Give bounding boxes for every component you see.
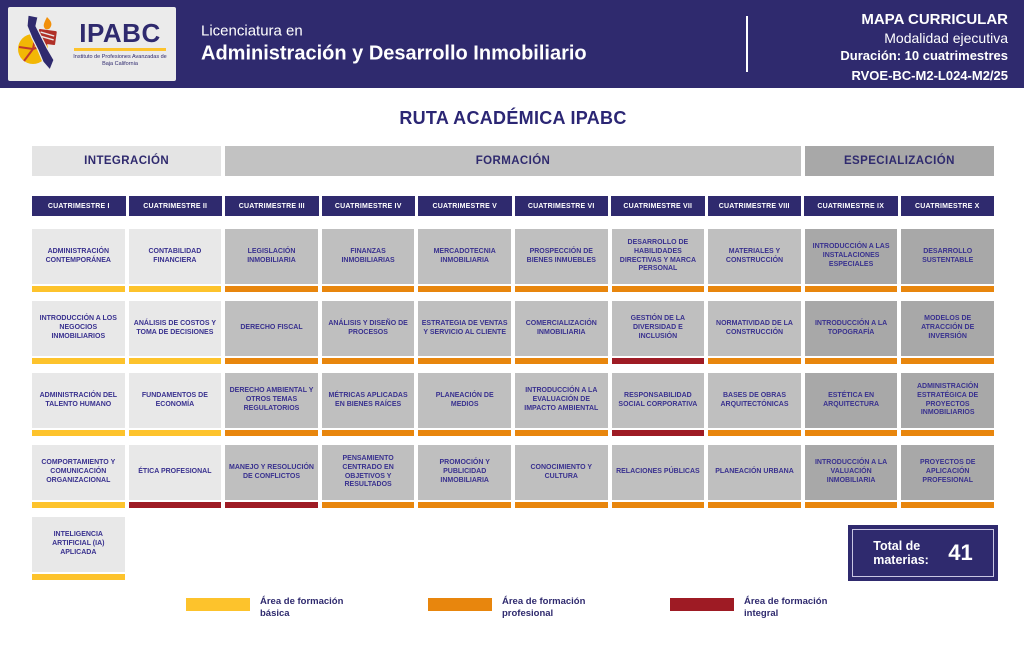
course-cell: [225, 229, 318, 292]
course-card: FUNDAMENTOS DE ECONOMÍA: [129, 373, 222, 428]
total-subjects-value: 41: [948, 540, 973, 565]
area-bar-profesional: [515, 286, 608, 292]
course-card: DESARROLLO SUSTENTABLE: [901, 229, 994, 284]
rvoe-code: RVOE-BC-M2-L024-M2/25: [851, 67, 1008, 83]
course-card: CONOCIMIENTO Y CULTURA: [515, 445, 608, 500]
course-cell: [901, 229, 994, 292]
empty-cell: [322, 517, 415, 580]
course-card: NORMATIVIDAD DE LA CONSTRUCCIÓN: [708, 301, 801, 356]
legend-label-basica: Área de formación básica: [260, 596, 344, 619]
ipabc-logo: [8, 7, 176, 81]
course-card: MERCADOTECNIA INMOBILIARIA: [418, 229, 511, 284]
ipabc-logo-icon: [14, 14, 66, 74]
course-card: GESTIÓN DE LA DIVERSIDAD E INCLUSIÓN: [612, 301, 705, 356]
area-bar-profesional: [708, 286, 801, 292]
legend-swatch-basica: [186, 598, 250, 611]
curriculum-content: [32, 108, 994, 620]
area-bar-profesional: [322, 430, 415, 436]
course-cell: [32, 301, 125, 364]
course-card: ANÁLISIS DE COSTOS Y TOMA DE DECISIONES: [129, 301, 222, 356]
map-title: MAPA CURRICULAR: [861, 11, 1008, 28]
stage-band-especialización: ESPECIALIZACIÓN: [805, 146, 994, 176]
area-bar-profesional: [225, 286, 318, 292]
course-cell: [225, 373, 318, 436]
empty-cell: [805, 517, 898, 580]
area-bar-profesional: [805, 358, 898, 364]
quarter-header-9: CUATRIMESTRE IX: [804, 196, 898, 216]
course-cell: [805, 373, 898, 436]
area-bar-profesional: [901, 502, 994, 508]
area-bar-profesional: [515, 430, 608, 436]
course-cell: [418, 373, 511, 436]
course-card: MÉTRICAS APLICADAS EN BIENES RAÍCES: [322, 373, 415, 428]
logo-acronym: IPABC: [79, 17, 161, 48]
area-bar-profesional: [322, 358, 415, 364]
course-card: PLANEACIÓN URBANA: [708, 445, 801, 500]
logo-flame: [44, 17, 52, 29]
area-bar-basica: [129, 286, 222, 292]
empty-cell: [901, 517, 994, 580]
empty-cell: [515, 517, 608, 580]
course-cell: [708, 301, 801, 364]
stage-band-integración: INTEGRACIÓN: [32, 146, 221, 176]
course-card: CONTABILIDAD FINANCIERA: [129, 229, 222, 284]
header-info: [840, 11, 1008, 84]
area-bar-profesional: [322, 502, 415, 508]
course-card: MANEJO Y RESOLUCIÓN DE CONFLICTOS: [225, 445, 318, 500]
course-card: BASES DE OBRAS ARQUITECTÓNICAS: [708, 373, 801, 428]
empty-cell: [225, 517, 318, 580]
course-card: INTRODUCCIÓN A LAS INSTALACIONES ESPECIALES: [805, 229, 898, 284]
course-card: LEGISLACIÓN INMOBILIARIA: [225, 229, 318, 284]
area-bar-profesional: [901, 358, 994, 364]
quarter-header-6: CUATRIMESTRE VI: [515, 196, 609, 216]
quarter-header-4: CUATRIMESTRE IV: [322, 196, 416, 216]
area-bar-profesional: [515, 358, 608, 364]
area-bar-profesional: [225, 430, 318, 436]
logo-underline: [74, 48, 166, 51]
area-bar-profesional: [805, 430, 898, 436]
course-card: PROYECTOS DE APLICACIÓN PROFESIONAL: [901, 445, 994, 500]
legend-item-profesional: [428, 596, 598, 620]
legend-item-integral: [670, 596, 840, 620]
area-bar-integral: [612, 358, 705, 364]
area-bar-basica: [32, 574, 125, 580]
course-cell: [515, 229, 608, 292]
area-bar-profesional: [612, 502, 705, 508]
quarter-header-10: CUATRIMESTRE X: [901, 196, 995, 216]
quarter-headers: [32, 196, 994, 216]
legend: [32, 596, 994, 620]
course-cell: [805, 229, 898, 292]
course-cell: [129, 229, 222, 292]
header-bar: [0, 0, 1024, 88]
area-bar-profesional: [322, 286, 415, 292]
area-bar-profesional: [418, 358, 511, 364]
empty-cell: [708, 517, 801, 580]
degree-name: Administración y Desarrollo Inmobiliario: [201, 42, 587, 65]
course-card: INTRODUCCIÓN A LA VALUACIÓN INMOBILIARIA: [805, 445, 898, 500]
legend-item-basica: [186, 596, 356, 620]
course-cell: [418, 229, 511, 292]
empty-cell: [129, 517, 222, 580]
quarter-header-2: CUATRIMESTRE II: [129, 196, 223, 216]
area-bar-profesional: [708, 430, 801, 436]
course-card: ADMINISTRACIÓN ESTRATÉGICA DE PROYECTOS INMOBILIARIOS: [901, 373, 994, 428]
course-card: ESTRATEGIA DE VENTAS Y SERVICIO AL CLIENTE: [418, 301, 511, 356]
course-card: INTRODUCCIÓN A LA EVALUACIÓN DE IMPACTO AMBIENTAL: [515, 373, 608, 428]
area-bar-profesional: [225, 358, 318, 364]
area-bar-profesional: [515, 502, 608, 508]
area-bar-basica: [32, 430, 125, 436]
course-grid: [32, 229, 994, 580]
course-cell: [708, 445, 801, 508]
degree-prefix: Licenciatura en: [201, 22, 303, 40]
area-bar-profesional: [418, 502, 511, 508]
area-bar-integral: [129, 502, 222, 508]
course-card: ESTÉTICA EN ARQUITECTURA: [805, 373, 898, 428]
course-cell: [32, 229, 125, 292]
course-cell: [708, 373, 801, 436]
area-bar-profesional: [612, 286, 705, 292]
area-bar-basica: [32, 358, 125, 364]
course-cell: [225, 445, 318, 508]
course-cell: [515, 445, 608, 508]
course-card: INTRODUCCIÓN A LA TOPOGRAFÍA: [805, 301, 898, 356]
course-cell: [32, 445, 125, 508]
course-card: MODELOS DE ATRACCIÓN DE INVERSIÓN: [901, 301, 994, 356]
course-card: RESPONSABILIDAD SOCIAL CORPORATIVA: [612, 373, 705, 428]
course-cell: [515, 301, 608, 364]
course-card: DERECHO AMBIENTAL Y OTROS TEMAS REGULATORIOS: [225, 373, 318, 428]
page-title: RUTA ACADÉMICA IPABC: [399, 108, 627, 128]
area-bar-basica: [32, 502, 125, 508]
area-bar-integral: [225, 502, 318, 508]
area-bar-profesional: [708, 358, 801, 364]
area-bar-profesional: [805, 502, 898, 508]
course-card: ADMINISTRACIÓN CONTEMPORÁNEA: [32, 229, 125, 284]
course-card: RELACIONES PÚBLICAS: [612, 445, 705, 500]
area-bar-profesional: [805, 286, 898, 292]
quarter-header-1: CUATRIMESTRE I: [32, 196, 126, 216]
course-card: PLANEACIÓN DE MEDIOS: [418, 373, 511, 428]
area-bar-profesional: [418, 430, 511, 436]
empty-cell: [612, 517, 705, 580]
legend-label-integral: Área de formación integral: [744, 596, 828, 619]
course-card: PROSPECCIÓN DE BIENES INMUEBLES: [515, 229, 608, 284]
course-cell: [322, 301, 415, 364]
area-bar-basica: [129, 430, 222, 436]
course-card: MATERIALES Y CONSTRUCCIÓN: [708, 229, 801, 284]
course-cell: [129, 373, 222, 436]
duration: Duración: 10 cuatrimestres: [840, 48, 1008, 64]
legend-swatch-integral: [670, 598, 734, 611]
course-cell: [322, 445, 415, 508]
course-cell: [805, 445, 898, 508]
course-cell: [225, 301, 318, 364]
course-card: ANÁLISIS Y DISEÑO DE PROCESOS: [322, 301, 415, 356]
course-card: ÉTICA PROFESIONAL: [129, 445, 222, 500]
quarter-header-7: CUATRIMESTRE VII: [611, 196, 705, 216]
course-card: DERECHO FISCAL: [225, 301, 318, 356]
quarter-header-8: CUATRIMESTRE VIII: [708, 196, 802, 216]
course-cell: [901, 445, 994, 508]
course-cell: [129, 445, 222, 508]
course-cell: [418, 445, 511, 508]
degree-title: [201, 23, 587, 66]
course-cell: [612, 301, 705, 364]
course-cell: [612, 229, 705, 292]
area-bar-integral: [612, 430, 705, 436]
course-card: FINANZAS INMOBILIARIAS: [322, 229, 415, 284]
modality: Modalidad ejecutiva: [884, 29, 1008, 46]
course-card: COMERCIALIZACIÓN INMOBILIARIA: [515, 301, 608, 356]
course-cell: [708, 229, 801, 292]
logo-tagline: Instituto de Profesiones Avanzadas de Baja California: [73, 53, 167, 67]
course-cell: [322, 373, 415, 436]
course-card: PROMOCIÓN Y PUBLICIDAD INMOBILIARIA: [418, 445, 511, 500]
area-bar-profesional: [708, 502, 801, 508]
area-bar-basica: [129, 358, 222, 364]
course-cell: [901, 301, 994, 364]
course-cell: [322, 229, 415, 292]
course-card: PENSAMIENTO CENTRADO EN OBJETIVOS Y RESULTADOS: [322, 445, 415, 500]
total-subjects-label: Total de materias:: [873, 538, 929, 567]
legend-swatch-profesional: [428, 598, 492, 611]
quarter-header-3: CUATRIMESTRE III: [225, 196, 319, 216]
course-card: ADMINISTRACIÓN DEL TALENTO HUMANO: [32, 373, 125, 428]
course-cell: [418, 301, 511, 364]
area-bar-profesional: [901, 430, 994, 436]
course-cell: [901, 373, 994, 436]
course-cell: [612, 445, 705, 508]
quarter-header-5: CUATRIMESTRE V: [418, 196, 512, 216]
course-cell: [515, 373, 608, 436]
empty-cell: [418, 517, 511, 580]
area-bar-basica: [32, 286, 125, 292]
course-card: INTELIGENCIA ARTIFICIAL (IA) APLICADA: [32, 517, 125, 572]
area-bar-profesional: [418, 286, 511, 292]
course-cell: [32, 517, 125, 580]
course-cell: [805, 301, 898, 364]
area-bar-profesional: [901, 286, 994, 292]
course-card: COMPORTAMIENTO Y COMUNICACIÓN ORGANIZACIONAL: [32, 445, 125, 500]
header-divider: [746, 16, 748, 72]
course-cell: [612, 373, 705, 436]
stage-band-formación: FORMACIÓN: [225, 146, 801, 176]
course-card: DESARROLLO DE HABILIDADES DIRECTIVAS Y MARCA PERSONAL: [612, 229, 705, 284]
course-cell: [129, 301, 222, 364]
course-card: INTRODUCCIÓN A LOS NEGOCIOS INMOBILIARIOS: [32, 301, 125, 356]
stage-bands: [32, 146, 994, 176]
legend-label-profesional: Área de formación profesional: [502, 596, 586, 619]
course-cell: [32, 373, 125, 436]
